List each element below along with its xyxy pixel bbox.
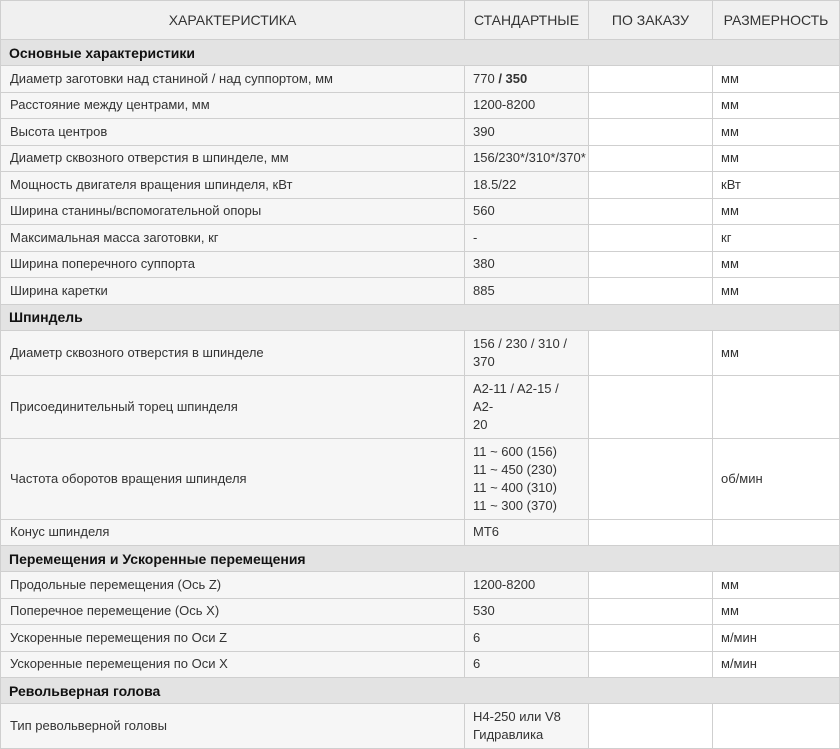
row-characteristic: Ускоренные перемещения по Оси Z [1,625,465,652]
row-characteristic: Высота центров [1,119,465,146]
table-row [1,145,840,172]
table-row [1,519,840,546]
header-standard: СТАНДАРТНЫЕ [465,1,589,40]
row-standard-value: MT6 [465,519,589,546]
table-row [1,375,840,438]
row-standard-value: 18.5/22 [465,172,589,199]
table-row [1,572,840,599]
table-row [1,172,840,199]
row-characteristic: Диаметр заготовки над станиной / над суппортом, мм [1,66,465,93]
standard-value-line: Гидравлика [473,727,544,742]
header-unit: РАЗМЕРНОСТЬ [713,1,840,40]
row-characteristic: Диаметр сквозного отверстия в шпинделе [1,330,465,375]
row-standard-value: 156/230*/310*/370* [465,145,589,172]
row-standard-value: 6 [465,651,589,678]
row-order-value [589,278,713,305]
standard-value-line: 11 ~ 600 (156) [473,443,557,459]
standard-value-line: 156 / 230 / 310 / [473,335,567,351]
standard-value-line: 11 ~ 300 (370) [473,497,557,513]
row-characteristic: Присоединительный торец шпинделя [1,375,465,438]
row-order-value [589,119,713,146]
row-standard-value: 380 [465,251,589,278]
row-unit: мм [713,251,840,278]
section-header-row [1,304,840,330]
row-characteristic: Ширина станины/вспомогательной опоры [1,198,465,225]
table-row [1,438,840,519]
row-characteristic: Тип револьверной головы [1,704,465,749]
row-order-value [589,198,713,225]
row-standard-value [465,375,589,438]
row-unit [713,519,840,546]
table-row [1,251,840,278]
row-unit: мм [713,119,840,146]
row-order-value [589,172,713,199]
table-row [1,92,840,119]
row-standard-value: 530 [465,598,589,625]
table-row [1,625,840,652]
row-order-value [589,330,713,375]
row-unit [713,704,840,749]
row-order-value [589,225,713,252]
header-row [1,1,840,40]
row-standard-value [465,66,589,93]
section-header-row [1,546,840,572]
table-row [1,66,840,93]
row-order-value [589,598,713,625]
row-unit: м/мин [713,651,840,678]
row-unit: мм [713,66,840,93]
row-standard-value: 1200-8200 [465,572,589,599]
table-row [1,119,840,146]
section-title: Перемещения и Ускоренные перемещения [1,546,840,572]
table-row [1,704,840,749]
row-unit: кВт [713,172,840,199]
row-unit: кг [713,225,840,252]
row-unit: мм [713,572,840,599]
row-standard-value: 1200-8200 [465,92,589,119]
spec-body [1,40,840,749]
row-standard-value [465,438,589,519]
row-unit: мм [713,278,840,305]
row-order-value [589,572,713,599]
standard-value-line: 370 [473,353,495,369]
row-unit: мм [713,598,840,625]
section-title: Револьверная голова [1,678,840,704]
row-unit [713,375,840,438]
section-header-row [1,678,840,704]
row-characteristic: Расстояние между центрами, мм [1,92,465,119]
row-standard-value: 6 [465,625,589,652]
row-characteristic: Частота оборотов вращения шпинделя [1,438,465,519]
table-row [1,198,840,225]
row-standard-value: 390 [465,119,589,146]
row-characteristic: Конус шпинделя [1,519,465,546]
row-characteristic: Мощность двигателя вращения шпинделя, кВт [1,172,465,199]
table-row [1,651,840,678]
table-row [1,598,840,625]
standard-value-line: 11 ~ 400 (310) [473,479,557,495]
section-header-row [1,40,840,66]
row-unit: об/мин [713,438,840,519]
section-title: Шпиндель [1,304,840,330]
table-row [1,225,840,252]
row-order-value [589,704,713,749]
row-unit: м/мин [713,625,840,652]
row-unit: мм [713,92,840,119]
row-unit: мм [713,145,840,172]
row-characteristic: Ускоренные перемещения по Оси X [1,651,465,678]
row-order-value [589,145,713,172]
standard-value-line: 20 [473,416,488,432]
row-characteristic: Поперечное перемещение (Ось X) [1,598,465,625]
row-order-value [589,92,713,119]
row-standard-value: 885 [465,278,589,305]
table-row [1,278,840,305]
row-standard-value [465,330,589,375]
row-order-value [589,375,713,438]
row-characteristic: Продольные перемещения (Ось Z) [1,572,465,599]
row-order-value [589,651,713,678]
standard-value-line: A2-11 / A2-15 / A2- [473,380,559,414]
row-order-value [589,66,713,93]
row-unit: мм [713,330,840,375]
row-characteristic: Диаметр сквозного отверстия в шпинделе, мм [1,145,465,172]
row-order-value [589,519,713,546]
standard-value-line: 11 ~ 450 (230) [473,461,557,477]
standard-value-bold-part: / 350 [498,70,528,86]
row-order-value [589,625,713,652]
row-standard-value: 560 [465,198,589,225]
standard-value-part: 770 [473,70,499,86]
table-row [1,330,840,375]
row-standard-value: - [465,225,589,252]
row-characteristic: Ширина поперечного суппорта [1,251,465,278]
row-order-value [589,251,713,278]
row-unit: мм [713,198,840,225]
section-title: Основные характеристики [1,40,840,66]
row-standard-value [465,704,589,749]
row-order-value [589,438,713,519]
standard-value-line: H4-250 или V8 [473,709,561,724]
header-order: ПО ЗАКАЗУ [589,1,713,40]
row-characteristic: Максимальная масса заготовки, кг [1,225,465,252]
header-characteristic: ХАРАКТЕРИСТИКА [1,1,465,40]
row-characteristic: Ширина каретки [1,278,465,305]
